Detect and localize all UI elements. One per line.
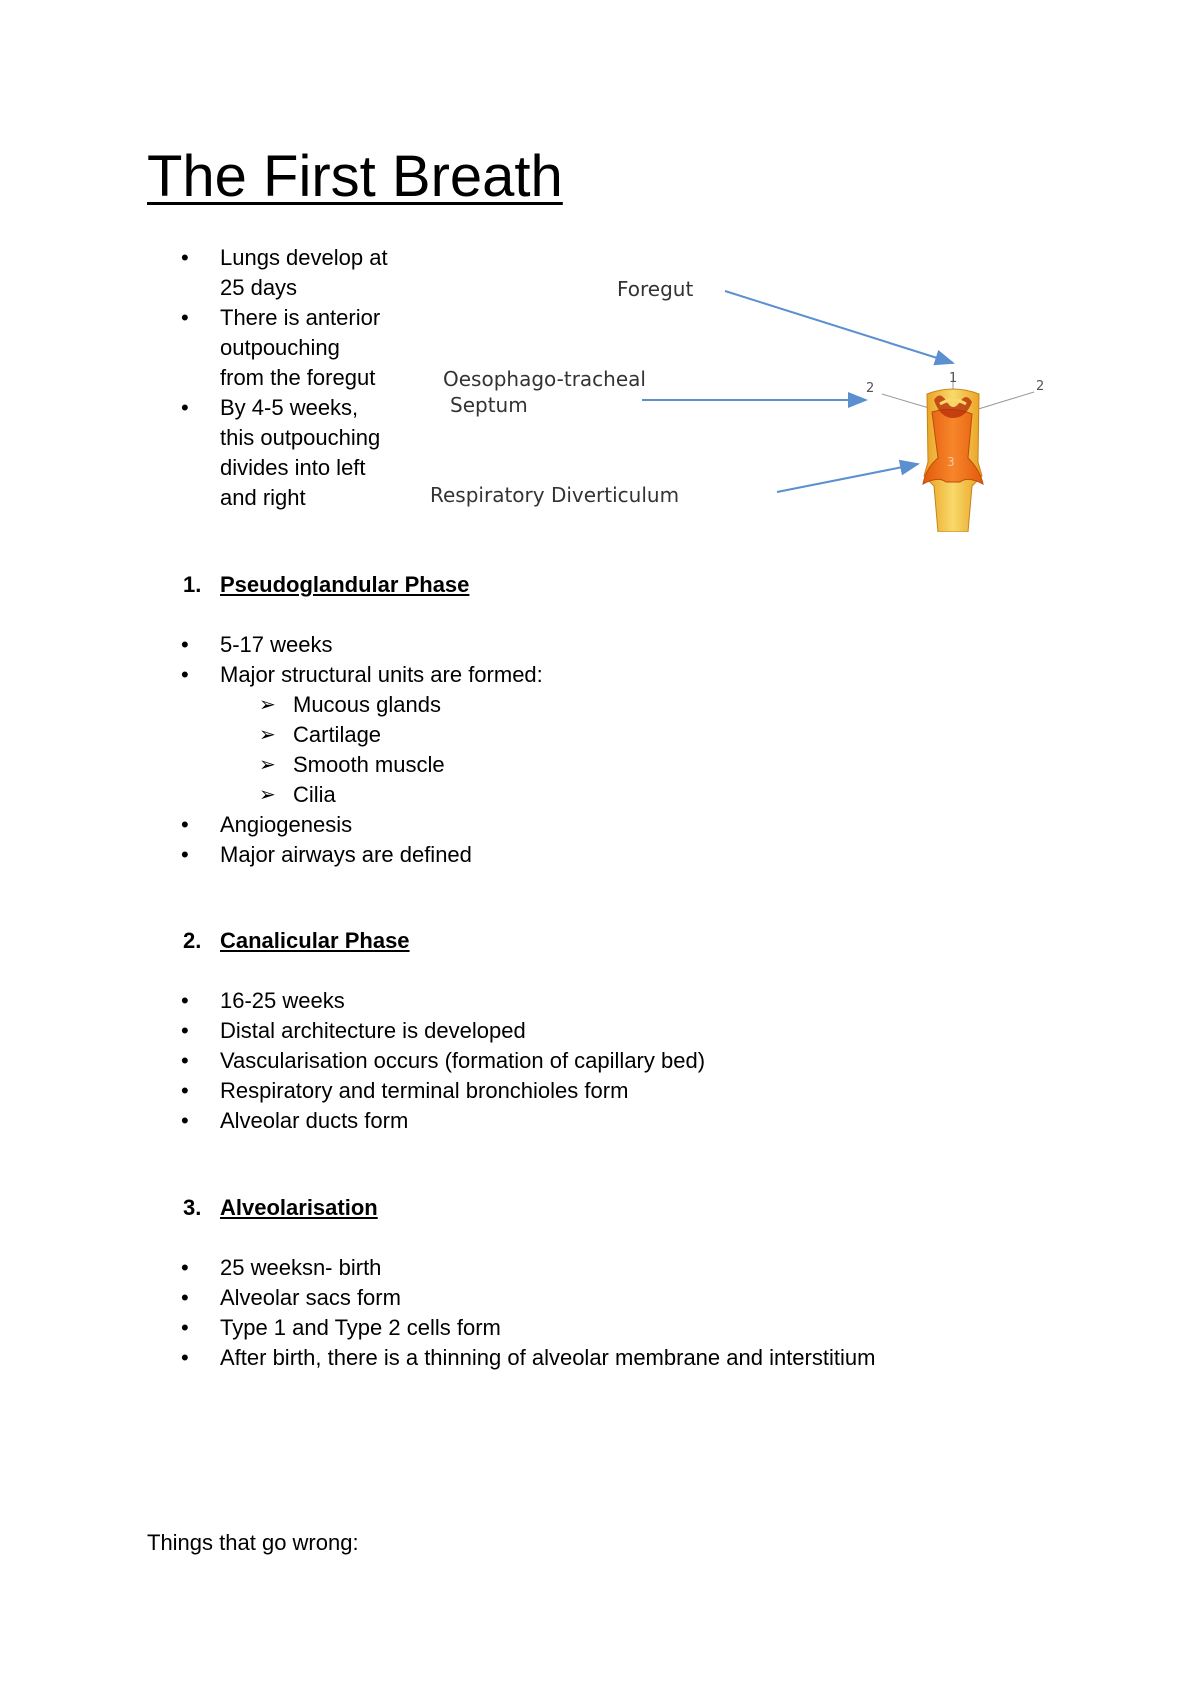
- list-item: • Vascularisation occurs (formation of capillary bed): [147, 1046, 1147, 1076]
- list-item: [147, 393, 407, 513]
- bullet-line: from the foregut: [220, 365, 376, 390]
- section-1-after-bullets: [147, 810, 1147, 870]
- list-item: • Type 1 and Type 2 cells form: [147, 1313, 1147, 1343]
- diverticulum-label: Respiratory Diverticulum: [430, 483, 680, 507]
- bullet-line: this outpouching: [220, 425, 381, 450]
- diagram-graphic: [420, 262, 1080, 532]
- section-title: Canalicular Phase: [220, 928, 410, 953]
- bullet-line: 25 days: [220, 275, 298, 300]
- marker-1: 1: [949, 371, 958, 386]
- section-heading-pseudoglandular: [147, 570, 469, 600]
- bullet-line: There is anterior: [220, 305, 381, 330]
- things-that-go-wrong-text: Things that go wrong:: [147, 1530, 359, 1555]
- list-item: • 16-25 weeks: [147, 986, 1147, 1016]
- section-heading-canalicular: [147, 926, 410, 956]
- marker-leader: [975, 392, 1034, 410]
- section-title: Alveolarisation: [220, 1195, 378, 1220]
- section-heading-alveolarisation: [147, 1193, 378, 1223]
- respiratory-diverticulum-diagram: [420, 262, 1080, 532]
- diverticulum-arrow: [777, 464, 918, 492]
- marker-3: 3: [947, 455, 955, 469]
- marker-2-left: 2: [866, 381, 875, 396]
- list-item: • Alveolar ducts form: [147, 1106, 1147, 1136]
- sub-list-item: ➢ Smooth muscle: [147, 750, 1147, 780]
- foregut-arrow: [725, 291, 953, 363]
- list-item: [147, 243, 407, 303]
- list-item: • Alveolar sacs form: [147, 1283, 1147, 1313]
- section-title: Pseudoglandular Phase: [220, 572, 470, 597]
- sub-list-item: ➢ Mucous glands: [147, 690, 1147, 720]
- section-number: 1.: [183, 572, 202, 597]
- bullet-line: By 4-5 weeks,: [220, 395, 359, 420]
- section-number: 3.: [183, 1195, 202, 1220]
- page-title: The First Breath: [147, 144, 563, 209]
- intro-bullet-list: [147, 243, 407, 513]
- bullet-line: outpouching: [220, 335, 340, 360]
- section-1-sub-bullets: [147, 690, 1147, 810]
- list-item: • 25 weeksn- birth: [147, 1253, 1147, 1283]
- bullet-line: and right: [220, 485, 306, 510]
- section-1-bullets: [147, 630, 1147, 690]
- list-item: • After birth, there is a thinning of alveolar membrane and interstitium: [147, 1343, 1147, 1373]
- septum-label-line2: Septum: [450, 393, 528, 417]
- bullet-line: divides into left: [220, 455, 366, 480]
- list-item: [147, 303, 407, 393]
- section-3-bullets: [147, 1253, 1147, 1373]
- section-2-bullets: [147, 986, 1147, 1136]
- septum-label-line1: Oesophago-tracheal: [443, 367, 646, 391]
- list-item: • Angiogenesis: [147, 810, 1147, 840]
- sub-list-item: ➢ Cartilage: [147, 720, 1147, 750]
- list-item: • 5-17 weeks: [147, 630, 1147, 660]
- list-item: • Major structural units are formed:: [147, 660, 1147, 690]
- marker-2-right: 2: [1036, 379, 1045, 394]
- section-number: 2.: [183, 928, 202, 953]
- bullet-line: Lungs develop at: [220, 245, 388, 270]
- list-item: • Respiratory and terminal bronchioles form: [147, 1076, 1147, 1106]
- list-item: • Distal architecture is developed: [147, 1016, 1147, 1046]
- list-item: • Major airways are defined: [147, 840, 1147, 870]
- foregut-label: Foregut: [617, 277, 694, 301]
- marker-leader: [882, 394, 929, 408]
- sub-list-item: ➢ Cilia: [147, 780, 1147, 810]
